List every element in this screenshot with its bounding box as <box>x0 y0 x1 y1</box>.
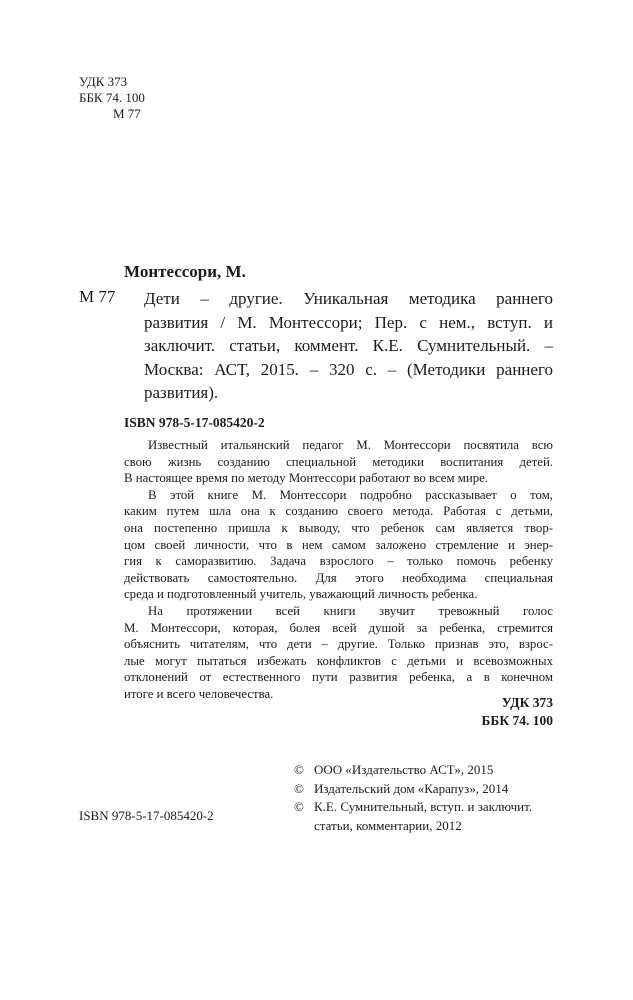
abstract-line: Известный итальянский педагог М. Монтессори посвятила всю <box>148 438 553 452</box>
copyright-line: © ООО «Издательство АСТ», 2015 <box>294 761 584 780</box>
abstract-line: действовать самостоятельно. Для этого необходима специальная <box>124 570 553 585</box>
abstract-line: среда и подготовленный учитель, уважающий личность ребенка. <box>124 587 478 602</box>
description-line: развития). <box>144 383 219 402</box>
abstract-line: итоге и всего человечества. <box>124 686 274 701</box>
description-line: Москва: АСТ, 2015. – 320 с. – (Методики раннего <box>144 359 553 379</box>
copyright-line: статьи, комментарии, 2012 <box>314 817 462 833</box>
author-mark: М 77 <box>79 287 116 306</box>
abstract-line: отклонений от естественного пути развития ребенка, а в конечном <box>124 670 553 685</box>
abstract-line: свою жизнь созданию специальной методики воспитания детей. <box>124 454 553 469</box>
isbn-catalog: ISBN 978-5-17-085420-2 <box>124 415 265 430</box>
abstract-line: М. Монтессори, которая, болея всей душой за ребенка, стремится <box>124 620 553 635</box>
copyright-icon: © <box>294 780 304 796</box>
author-name: Монтессори, М. <box>124 262 246 281</box>
abstract <box>124 437 553 703</box>
abstract-line: цом своей личности, что в нем самом заложено стремление и энер- <box>124 537 553 552</box>
bbk-code: ББК 74. 100 <box>79 90 145 105</box>
udk-code-bold: УДК 373 <box>501 695 553 710</box>
bbk-code-bold: ББК 74. 100 <box>481 713 553 728</box>
isbn-bottom: ISBN 978-5-17-085420-2 <box>79 808 214 823</box>
abstract-line: каким путем шла она к созданию своего метода. Работая с детьми, <box>124 504 553 519</box>
copyright-line: © К.Е. Сумнительный, вступ. и заключит. <box>294 798 584 817</box>
copyright-icon: © <box>294 762 304 777</box>
abstract-line: лые могут пытаться избежать конфликтов с детьми и всевозможных <box>124 653 553 668</box>
abstract-line: объяснить читателям, что дети – другие. Только признав это, взрос- <box>124 637 553 652</box>
abstract-line: гия к саморазвитию. Задача взрослого – только помочь ребенку <box>124 554 553 569</box>
udk-code: УДК 373 <box>79 74 128 89</box>
abstract-line: На протяжении всей книги звучит тревожный голос <box>148 603 553 618</box>
classification-codes <box>353 694 553 730</box>
classification-block <box>79 74 145 122</box>
copyright-block <box>294 761 584 835</box>
description-line: развития / М. Монтессори; Пер. с нем., вступ. и <box>144 312 553 332</box>
abstract-line: В этой книге М. Монтессори подробно рассказывает о том, <box>148 487 553 502</box>
copyright-line: © Издательский дом «Карапуз», 2014 <box>294 780 584 799</box>
description-line: заключит. статьи, коммент. К.Е. Сумнительный. – <box>144 336 553 355</box>
bibliographic-description <box>144 287 553 405</box>
abstract-line: В настоящее время по методу Монтессори работают во всем мире. <box>124 471 488 486</box>
copyright-icon: © <box>294 799 304 814</box>
author-code: М 77 <box>113 106 141 121</box>
abstract-line: она постепенно пришла к выводу, что ребенок сам является твор- <box>124 520 553 535</box>
description-line: Дети – другие. Уникальная методика раннего <box>144 289 553 308</box>
